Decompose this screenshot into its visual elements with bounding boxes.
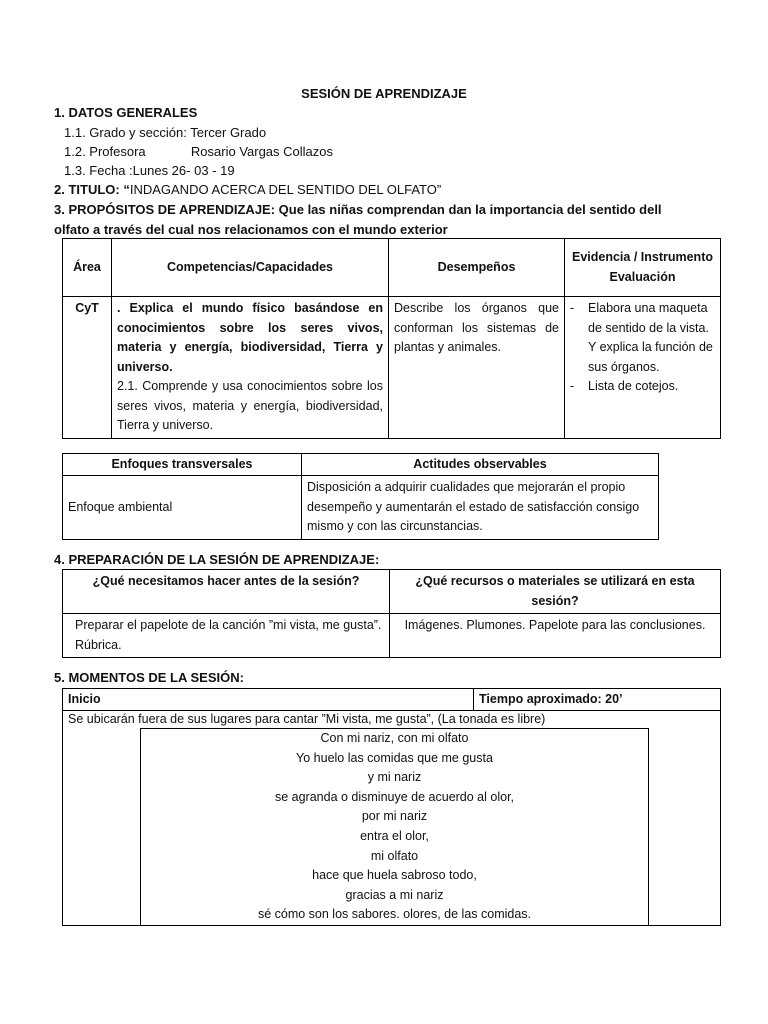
competency-cell	[112, 297, 389, 439]
song-line: se agranda o disminuye de acuerdo al olor,	[274, 789, 515, 804]
header-area: Área	[63, 239, 112, 297]
teacher-label: 1.2. Profesora	[64, 144, 146, 159]
session-moments-table	[62, 688, 721, 926]
teacher-line	[64, 144, 333, 159]
header-attitudes: Actitudes observables	[302, 454, 659, 476]
header-performance: Desempeños	[389, 239, 565, 297]
section-3-heading: 3. PROPÓSITOS DE APRENDIZAJE:	[54, 202, 276, 217]
song-line: sé cómo son los sabores. olores, de las comidas.	[257, 907, 532, 922]
grade-line: 1.1. Grado y sección: Tercer Grado	[64, 125, 267, 140]
song-box	[140, 728, 649, 925]
song-line: por mi nariz	[361, 809, 428, 824]
section-2-line	[54, 182, 441, 197]
start-content	[63, 711, 721, 926]
header-evidence: Evidencia / Instrumento Evaluación	[565, 239, 721, 297]
song-line: entra el olor,	[360, 828, 429, 843]
capacity-text: 2.1. Comprende y usa conocimientos sobre los seres vivos, materia y energía, biodiversidad, Tierra y universo.	[117, 379, 383, 432]
preparation-table	[62, 569, 721, 658]
section-2-heading: 2. TITULO: “	[54, 182, 130, 197]
section-5-heading: 5. MOMENTOS DE LA SESIÓN:	[54, 670, 244, 685]
song-line: mi olfato	[370, 848, 419, 863]
date-line: 1.3. Fecha :Lunes 26- 03 - 19	[64, 163, 235, 178]
purposes-table	[62, 238, 721, 439]
area-cell: CyT	[63, 297, 112, 439]
song-line: gracias a mi nariz	[345, 887, 444, 902]
session-title: INDAGANDO ACERCA DEL SENTIDO DEL OLFATO”	[129, 182, 442, 197]
header-competencies: Competencias/Capacidades	[112, 239, 389, 297]
song-line: Yo huelo las comidas que me gusta	[296, 750, 493, 765]
song-line: hace que huela sabroso todo,	[312, 868, 477, 883]
page-title: SESIÓN DE APRENDIZAJE	[301, 86, 467, 101]
section-3-line1	[54, 202, 662, 217]
teacher-name: Rosario Vargas Collazos	[190, 144, 334, 159]
before-cell: Preparar el papelote de la canción ”mi vista, me gusta”. Rúbrica.	[63, 614, 390, 658]
section-4-heading: 4. PREPARACIÓN DE LA SESIÓN DE APRENDIZAJE:	[54, 552, 380, 567]
evidence-item: - Lista de cotejos.	[570, 379, 679, 393]
song-line: y mi nariz	[367, 770, 422, 785]
evidence-cell	[565, 297, 721, 439]
purpose-text-2: olfato a través del cual nos relacionamos con el mundo exterior	[54, 222, 448, 237]
approaches-table	[62, 453, 659, 540]
performance-cell: Describe los órganos que conforman los sistemas de plantas y animales.	[389, 297, 565, 439]
start-label: Inicio	[63, 689, 474, 711]
resources-cell: Imágenes. Plumones. Papelote para las conclusiones.	[390, 614, 721, 658]
competency-text: . Explica el mundo físico basándose en conocimientos sobre los seres vivos, materia y energía, biodiversidad, Tierra y universo.	[117, 301, 383, 374]
attitudes-cell: Disposición a adquirir cualidades que mejorarán el propio desempeño y aumentarán el estado de satisfacción consigo mismo y con las circunstancias.	[302, 476, 659, 540]
header-before: ¿Qué necesitamos hacer antes de la sesión?	[63, 570, 390, 614]
purpose-text-1: Que las niñas comprendan dan la importancia del sentido dell	[278, 202, 662, 217]
evidence-item: - Elabora una maqueta de sentido de la vista. Y explica la función de sus órganos.	[570, 301, 713, 374]
header-resources: ¿Qué recursos o materiales se utilizará en esta sesión?	[390, 570, 721, 614]
header-approach: Enfoques transversales	[63, 454, 302, 476]
approach-cell: Enfoque ambiental	[63, 476, 302, 540]
section-1-heading: 1. DATOS GENERALES	[54, 105, 198, 120]
time-label: Tiempo aproximado: 20’	[474, 689, 721, 711]
start-intro: Se ubicarán fuera de sus lugares para cantar ”Mi vista, me gusta”, (La tonada es libre)	[68, 712, 546, 726]
song-line: Con mi nariz, con mi olfato	[320, 731, 469, 745]
